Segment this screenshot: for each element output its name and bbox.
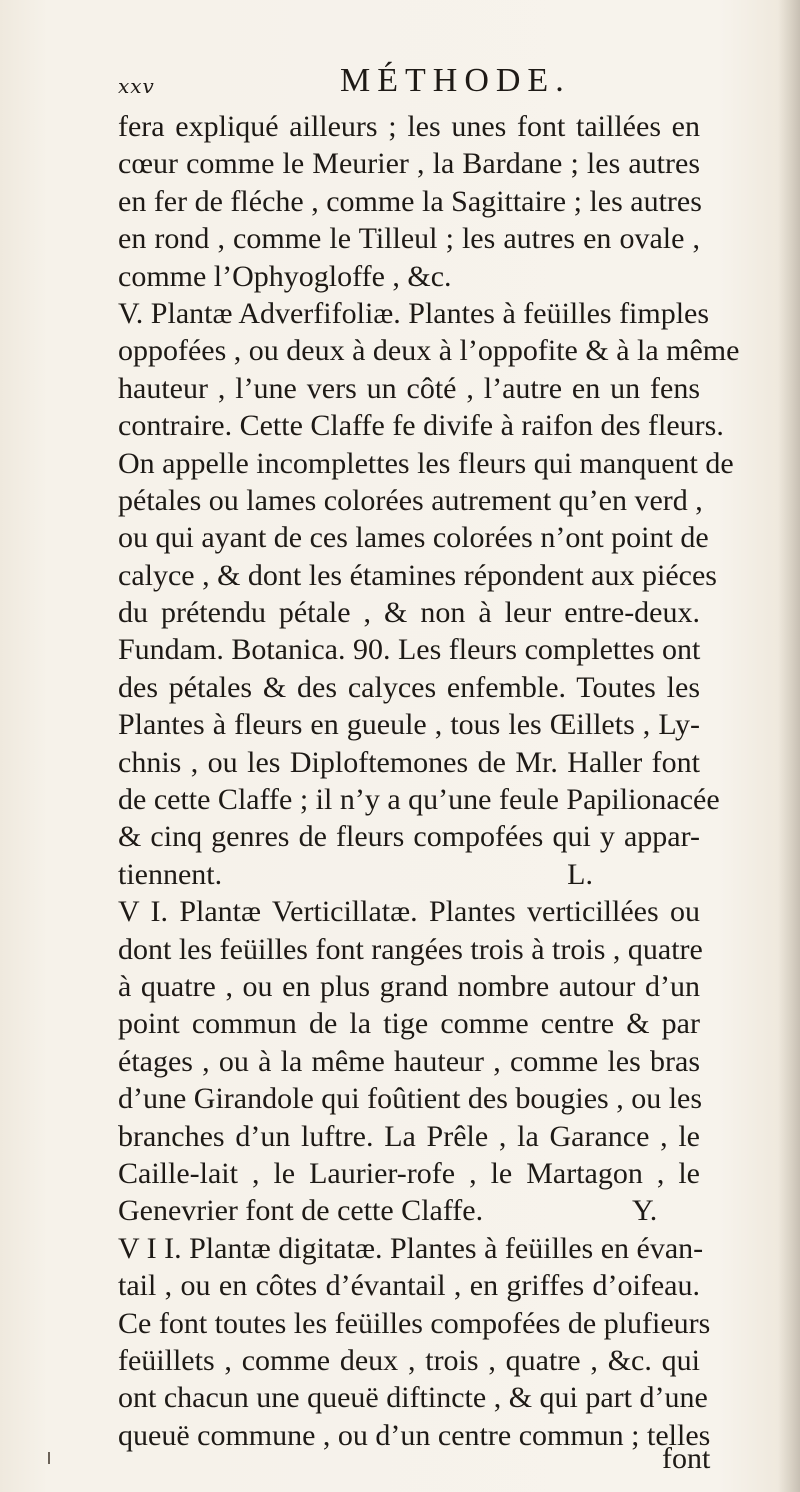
text-line: point commun de la tige comme centre & par bbox=[118, 1007, 700, 1041]
catchword: font bbox=[662, 1442, 711, 1475]
text-line: hauteur , l’une vers un côté , l’autre en un fens bbox=[118, 371, 700, 405]
text-line: fera expliqué ailleurs ; les unes font taillées en bbox=[118, 110, 700, 143]
text-line: étages , ou à la même hauteur , comme les bras bbox=[118, 1044, 700, 1078]
text-line: Plantes à fleurs en gueule , tous les Œillets , Ly- bbox=[118, 708, 700, 742]
text-line: des pétales & des calyces enfemble. Toutes les bbox=[118, 670, 700, 704]
text-line: V. Plantæ Adverfifoliæ. Plantes à feüilles fimples bbox=[118, 296, 710, 330]
text-line: Caille-lait , le Laurier-rofe , le Martagon , le bbox=[118, 1156, 700, 1190]
text-line: pétales ou lames colorées autrement qu’en verd , bbox=[118, 483, 703, 517]
text-line: queuë commune , ou d’un centre commun ; telles bbox=[118, 1418, 711, 1452]
page-gutter-shadow bbox=[778, 0, 800, 1492]
text-line: branches d’un luftre. La Prêle , la Garance , le bbox=[118, 1119, 700, 1153]
text-line: en rond , comme le Tilleul ; les autres en ovale , bbox=[118, 222, 700, 256]
body-text bbox=[118, 108, 740, 1454]
text-line: d’une Girandole qui foûtient des bougies , ou les bbox=[118, 1082, 703, 1116]
text-line: calyce , & dont les étamines répondent aux piéces bbox=[118, 558, 717, 592]
ink-mark bbox=[48, 1452, 50, 1464]
text-line: On appelle incomplettes les fleurs qui manquent de bbox=[118, 446, 734, 480]
text-line: du prétendu pétale , & non à leur entre-deux. bbox=[118, 596, 700, 630]
text-line: ou qui ayant de ces lames colorées n’ont point de bbox=[118, 521, 709, 555]
text-line: V I I. Plantæ digitatæ. Plantes à feüilles en évan- bbox=[118, 1231, 704, 1265]
text-line: oppofées , ou deux à deux à l’oppofite & à la même bbox=[118, 334, 740, 368]
text-line: V I. Plantæ Verticillatæ. Plantes verticillées ou bbox=[118, 895, 700, 929]
text-line: dont les feüilles font rangées trois à trois , quatre bbox=[118, 932, 703, 966]
text-line: cœur comme le Meurier , la Bardane ; les autres bbox=[118, 147, 700, 181]
text-line: comme l’Ophyogloffe , &c. bbox=[118, 259, 452, 293]
text-line: de cette Claffe ; il n’y a qu’une feule Papilionacée bbox=[118, 783, 720, 817]
page-number: xxv bbox=[118, 74, 155, 98]
text-line: contraire. Cette Claffe fe divife à raifon des fleurs. bbox=[118, 409, 724, 443]
text-line: Ce font toutes les feüilles compofées de plufieurs bbox=[118, 1306, 711, 1340]
text-line: ont chacun une queuë diftincte , & qui part d’une bbox=[118, 1381, 708, 1415]
text-line: Genevrier font de cette Claffe. Y. bbox=[118, 1194, 658, 1228]
text-line: en fer de fléche , comme la Sagittaire ; les autres bbox=[118, 184, 702, 218]
text-line: feüillets , comme deux , trois , quatre , &c. qui bbox=[118, 1343, 700, 1377]
text-line: Fundam. Botanica. 90. Les fleurs complettes ont bbox=[118, 633, 701, 667]
text-line: chnis , ou les Diploftemones de Mr. Haller font bbox=[118, 745, 700, 779]
page-header bbox=[118, 62, 678, 102]
running-head: MÉTHODE. bbox=[340, 62, 571, 99]
text-line: & cinq genres de fleurs compofées qui y appar- bbox=[118, 820, 700, 854]
text-line: tail , ou en côtes d’évantail , en griffes d’oifeau. bbox=[118, 1269, 700, 1303]
text-line: tiennent. L. bbox=[118, 857, 593, 891]
text-line: à quatre , ou en plus grand nombre autour d’un bbox=[118, 969, 700, 1003]
